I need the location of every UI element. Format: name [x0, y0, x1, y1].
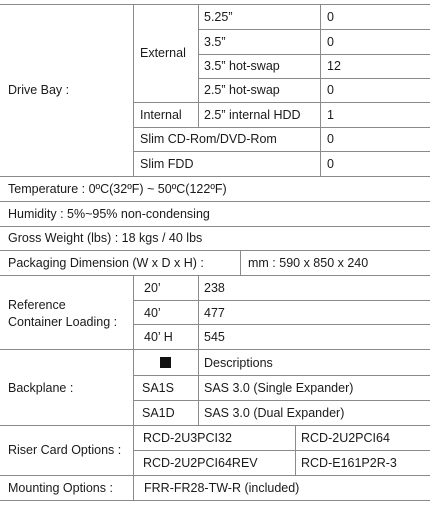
rule — [0, 275, 430, 276]
riser-option: RCD-2U2PCI64 — [301, 431, 390, 445]
packaging-label: Packaging Dimension (W x D x H) : — [8, 256, 204, 270]
rule — [0, 201, 430, 202]
drive-bay-item-count: 0 — [327, 35, 334, 49]
rule — [133, 4, 134, 176]
riser-option: RCD-E161P2R-3 — [301, 456, 397, 470]
backplane-code: SA1S — [142, 381, 174, 395]
rule — [0, 475, 430, 476]
rule — [133, 349, 134, 425]
backplane-header: Descriptions — [204, 356, 273, 370]
rule — [0, 226, 430, 227]
mounting-value: FRR-FR28-TW-R (included) — [144, 481, 300, 495]
container-value: 477 — [204, 306, 225, 320]
rule — [133, 127, 430, 128]
humidity-text: Humidity : 5%~95% non-condensing — [8, 207, 210, 221]
rule — [133, 450, 430, 451]
rule — [198, 78, 430, 79]
rule — [133, 275, 134, 349]
container-value: 238 — [204, 281, 225, 295]
rule — [133, 425, 134, 475]
drive-bay-item-count: 0 — [327, 132, 334, 146]
container-size: 40’ — [144, 306, 161, 320]
rule — [133, 375, 430, 376]
container-size: 20’ — [144, 281, 161, 295]
external-label: External — [140, 46, 186, 60]
mounting-label: Mounting Options : — [8, 481, 113, 495]
drive-bay-item-name: Slim FDD — [140, 157, 194, 171]
rule — [0, 4, 430, 5]
rule — [133, 475, 134, 500]
backplane-label: Backplane : — [8, 381, 74, 395]
drive-bay-item-count: 0 — [327, 157, 334, 171]
riser-option: RCD-2U2PCI64REV — [143, 456, 258, 470]
drive-bay-item-count: 0 — [327, 83, 334, 97]
drive-bay-item-name: 5.25” — [204, 10, 233, 24]
drive-bay-item-name: 3.5” hot-swap — [204, 59, 280, 73]
gross-weight-text: Gross Weight (lbs) : 18 kgs / 40 lbs — [8, 231, 203, 245]
rule — [0, 500, 430, 501]
rule — [198, 349, 199, 425]
rule — [0, 176, 430, 177]
rule — [198, 4, 199, 127]
drive-bay-item-name: 3.5” — [204, 35, 226, 49]
container-value: 545 — [204, 330, 225, 344]
rule — [133, 400, 430, 401]
rule — [198, 54, 430, 55]
drive-bay-item-name: 2.5” hot-swap — [204, 83, 280, 97]
rule — [0, 349, 430, 350]
rule — [240, 250, 241, 275]
container-label-line1: Reference — [8, 298, 66, 312]
internal-label: Internal — [140, 108, 182, 122]
drive-bay-item-name: Slim CD-Rom/DVD-Rom — [140, 132, 277, 146]
rule — [133, 102, 430, 103]
container-label-line2: Container Loading : — [8, 315, 118, 329]
temperature-text: Temperature : 0ºC(32ºF) ~ 50ºC(122ºF) — [8, 182, 227, 196]
backplane-code: SA1D — [142, 406, 175, 420]
riser-option: RCD-2U3PCI32 — [143, 431, 232, 445]
rule — [295, 425, 296, 475]
rule — [0, 250, 430, 251]
backplane-desc: SAS 3.0 (Dual Expander) — [204, 406, 345, 420]
rule — [133, 300, 430, 301]
drive-bay-item-name: 2.5” internal HDD — [204, 108, 301, 122]
rule — [320, 4, 321, 176]
drive-bay-item-count: 12 — [327, 59, 341, 73]
rule — [133, 324, 430, 325]
drive-bay-label: Drive Bay : — [8, 83, 70, 97]
drive-bay-item-count: 1 — [327, 108, 334, 122]
backplane-desc: SAS 3.0 (Single Expander) — [204, 381, 354, 395]
container-size: 40’ H — [144, 330, 173, 344]
drive-bay-item-count: 0 — [327, 10, 334, 24]
rule — [198, 29, 430, 30]
filled-square-icon — [160, 357, 171, 368]
packaging-value: mm : 590 x 850 x 240 — [248, 256, 369, 270]
rule — [0, 425, 430, 426]
riser-label: Riser Card Options : — [8, 443, 122, 457]
rule — [198, 275, 199, 349]
rule — [133, 151, 430, 152]
